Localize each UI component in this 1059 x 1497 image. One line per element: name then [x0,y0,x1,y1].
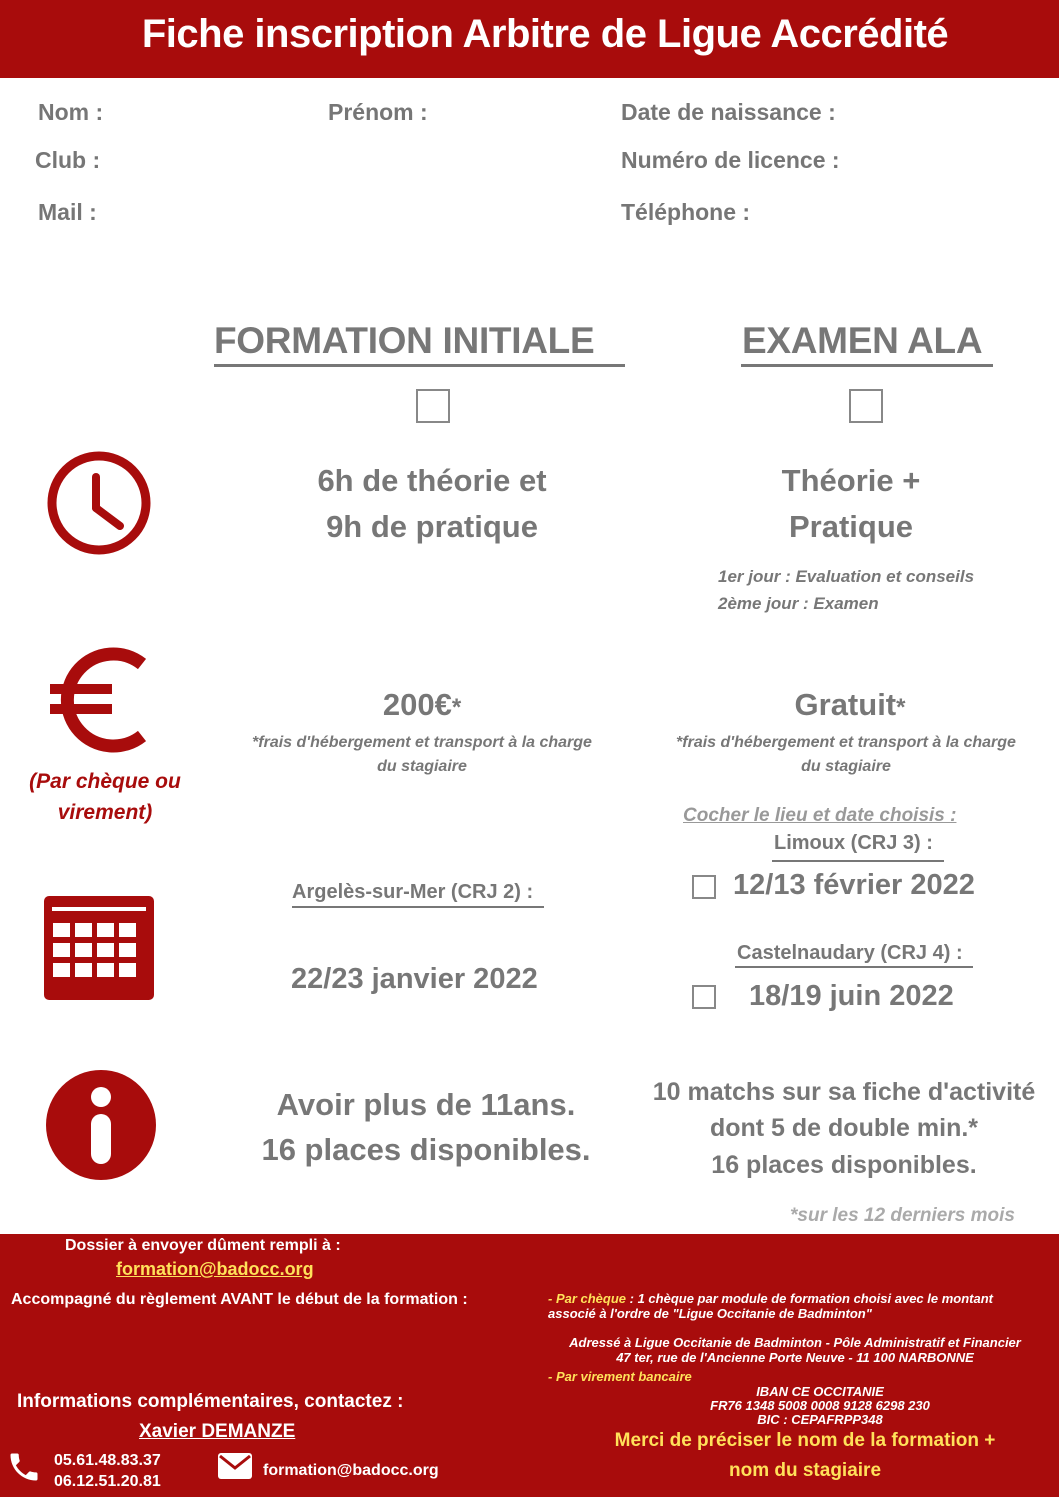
examen-day2: 2ème jour : Examen [718,594,879,613]
choose-location-label: Cocher le lieu et date choisis : [683,805,957,826]
footer-contact-email[interactable]: formation@badocc.org [263,1462,439,1479]
examen-info-line2: dont 5 de double min.* [709,1114,979,1142]
footer-contact-name: Xavier DEMANZE [139,1421,296,1442]
page-title: Fiche inscription Arbitre de Ligue Accrédité [141,12,949,56]
formation-info-line1: Avoir plus de 11ans. [276,1087,576,1122]
formation-location-underline [292,906,544,908]
examen-duration-line1: Théorie + [781,463,921,498]
date2-checkbox[interactable] [692,985,716,1009]
field-prenom: Prénom : [328,99,428,125]
examen-duration-line2: Pratique [788,509,914,544]
formation-price: 200€* [382,687,462,722]
calendar-icon [44,896,154,1000]
field-telephone: Téléphone : [621,199,751,225]
footer-address-line2: 47 ter, rue de l'Ancienne Porte Neuve - 11 100 NARBONNE [616,1350,974,1365]
examen-day1: 1er jour : Evaluation et conseils [718,567,975,586]
examen-location1: Limoux (CRJ 3) : [774,832,933,854]
examen-price-note-line1: *frais d'hébergement et transport à la charge [676,734,1016,751]
footer-send-email[interactable]: formation@badocc.org [116,1259,314,1279]
info-icon [46,1070,156,1180]
formation-title-underline [214,364,625,367]
field-date-naissance: Date de naissance : [621,99,836,125]
examen-location1-underline [772,860,944,862]
footer-cheque-line2: associé à l'ordre de "Ligue Occitanie de Badminton" [548,1306,872,1321]
field-nom: Nom : [38,99,104,125]
examen-location2-underline [735,966,973,968]
examen-title: EXAMEN ALA [742,320,983,361]
payment-method-line2: virement) [57,801,153,824]
examen-location2: Castelnaudary (CRJ 4) : [737,942,963,964]
field-club: Club : [35,147,101,173]
examen-price: Gratuit* [794,687,906,722]
date1-checkbox[interactable] [692,875,716,899]
formation-price-note-line2: du stagiaire [377,758,467,775]
footer-phone1: 05.61.48.83.37 [54,1452,161,1469]
footer-phone2: 06.12.51.20.81 [54,1473,161,1490]
euro-icon [48,644,152,756]
formation-duration-line1: 6h de théorie et [317,463,547,498]
footer-iban-label: IBAN CE OCCITANIE [756,1384,884,1399]
footer-merci-line2: nom du stagiaire [728,1460,882,1481]
examen-checkbox[interactable] [849,389,883,423]
clock-icon [46,450,152,556]
footer-iban: FR76 1348 5008 0008 9128 6298 230 [710,1398,930,1413]
footer-cheque-line1: - Par chèque : 1 chèque par module de formation choisi avec le montant [548,1291,993,1306]
formation-price-note-line1: *frais d'hébergement et transport à la charge [252,734,592,751]
footer-address-line1: Adressé à Ligue Occitanie de Badminton - Pôle Administratif et Financier [569,1335,1021,1350]
formation-title: FORMATION INITIALE [214,320,595,361]
formation-checkbox[interactable] [416,389,450,423]
examen-info-line3: 16 places disponibles. [711,1151,977,1179]
field-licence: Numéro de licence : [621,147,840,173]
field-mail: Mail : [38,199,97,225]
formation-info-line2: 16 places disponibles. [261,1132,591,1167]
examen-title-underline [741,364,993,367]
phone-icon [6,1449,42,1485]
formation-location: Argelès-sur-Mer (CRJ 2) : [292,881,534,903]
footer-virement-label: - Par virement bancaire [548,1369,692,1384]
examen-footnote: *sur les 12 derniers mois [790,1205,1015,1226]
footer-bic: BIC : CEPAFRPP348 [757,1412,883,1427]
formation-date: 22/23 janvier 2022 [291,963,538,995]
footer-contact-label: Informations complémentaires, contactez : [17,1391,404,1412]
footer-merci-line1: Merci de préciser le nom de la formation + [614,1430,996,1451]
footer-send-label: Dossier à envoyer dûment rempli à : [65,1237,341,1254]
examen-date2: 18/19 juin 2022 [749,980,954,1012]
footer-payment-label: Accompagné du règlement AVANT le début de la formation : [11,1291,468,1308]
examen-date1: 12/13 février 2022 [733,869,975,901]
envelope-icon [218,1453,252,1479]
payment-method-line1: (Par chèque ou [29,770,181,793]
formation-duration-line2: 9h de pratique [326,509,538,544]
examen-price-note-line2: du stagiaire [801,758,891,775]
examen-info-line1: 10 matchs sur sa fiche d'activité [652,1078,1036,1106]
